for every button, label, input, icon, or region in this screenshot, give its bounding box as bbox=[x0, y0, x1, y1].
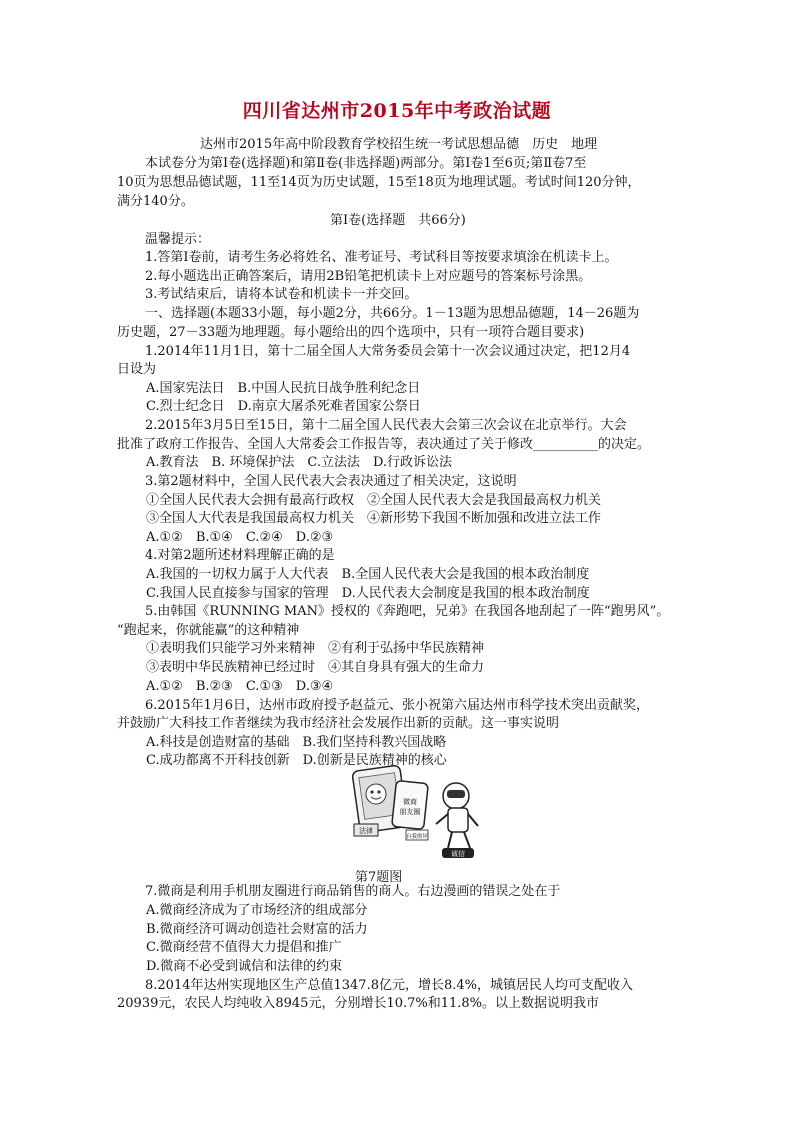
figure-caption: 第7题图 bbox=[355, 870, 403, 885]
moments-label: 朋友圈 bbox=[399, 808, 421, 816]
text-line: 历史题，27－33题为地理题。每小题给出的四个选项中，只有一项符合题目要求) bbox=[117, 325, 585, 340]
law-block bbox=[354, 824, 378, 836]
tag-block bbox=[406, 830, 429, 840]
option-line: ①表明我们只能学习外来精神 ②有利于弘扬中华民族精神 bbox=[146, 641, 485, 656]
text-line: 一、选择题(本题33小题，每小题2分，共66分。1－13题为思想品德题，14－26题为 bbox=[145, 306, 640, 321]
text-line: “跑起来，你就能赢”的这种精神 bbox=[117, 623, 300, 638]
text-line: 20939元，农民人均纯收入8945元，分别增长10.7%和11.8%。以上数据说明我市 bbox=[117, 996, 600, 1011]
text-line: 本试卷分为第Ⅰ卷(选择题)和第Ⅱ卷(非选择题)两部分。第Ⅰ卷1至6页;第Ⅱ卷7至 bbox=[145, 156, 587, 171]
wechat-phone bbox=[392, 780, 429, 829]
question-8: 8.2014年达州实现地区生产总值1347.8亿元，增长8.4%，城镇居民人均可支配收入 bbox=[145, 978, 634, 993]
page-title: 四川省达州市2015年中考政治试题 bbox=[242, 100, 552, 122]
option-line: A.微商经济成为了市场经济的组成部分 bbox=[146, 903, 368, 918]
option-line: ③全国人大代表是我国最高权力机关 ④新形势下我国不断加强和改进立法工作 bbox=[146, 511, 602, 526]
question-3: 3.第2题材料中，全国人民代表大会表决通过了相关决定，这说明 bbox=[145, 474, 517, 489]
text-line: 2.每小题选出正确答案后，请用2B铅笔把机读卡上对应题号的答案标号涂黑。 bbox=[145, 269, 592, 284]
svg-text:自我败坏: 自我败坏 bbox=[405, 834, 429, 840]
option-line: B.微商经济可调动创造社会财富的活力 bbox=[146, 922, 368, 937]
svg-text:诚信: 诚信 bbox=[451, 850, 465, 858]
cartoon-figure bbox=[352, 764, 486, 860]
question-5: 5.由韩国《RUNNING MAN》授权的《奔跑吧，兄弟》在我国各地刮起了一阵“跑男风”。 bbox=[145, 604, 670, 619]
option-line: C.我国人民直接参与国家的管理 D.人民代表大会制度是我国的根本政治制度 bbox=[146, 586, 590, 601]
question-7: 7.微商是利用手机朋友圈进行商品销售的商人。右边漫画的错误之处在于 bbox=[145, 884, 561, 899]
option-line: A.国家宪法日 B.中国人民抗日战争胜利纪念日 bbox=[146, 381, 421, 396]
option-line: C.成功都离不开科技创新 D.创新是民族精神的核心 bbox=[146, 753, 447, 768]
question-2: 2.2015年3月5日至15日，第十二届全国人民代表大会第三次会议在北京举行。大会 bbox=[145, 418, 627, 433]
option-line: A.我国的一切权力属于人大代表 B.全国人民代表大会是我国的根本政治制度 bbox=[146, 567, 590, 582]
text-line: 温馨提示： bbox=[145, 232, 211, 247]
wechat-label: 微商 bbox=[403, 798, 417, 806]
text-line: 3.考试结束后，请将本试卷和机读卡一并交回。 bbox=[145, 287, 418, 302]
subtitle-line: 达州市2015年高中阶段教育学校招生统一考试思想品德 历史 地理 bbox=[200, 137, 598, 152]
svg-text:法律: 法律 bbox=[359, 827, 373, 835]
question-1: 1.2014年11月1日，第十二届全国人大常务委员会第十一次会议通过决定，把12月4 bbox=[145, 344, 631, 359]
section-heading: 第Ⅰ卷(选择题 共66分) bbox=[330, 213, 466, 228]
text-line: 满分140分。 bbox=[117, 194, 194, 209]
option-line: A.科技是创造财富的基础 B.我们坚持科教兴国战略 bbox=[146, 735, 447, 750]
option-line: A.教育法 B. 环境保护法 C.立法法 D.行政诉讼法 bbox=[146, 455, 453, 470]
question-4: 4.对第2题所述材料理解正确的是 bbox=[145, 548, 335, 563]
text-line: 并鼓励广大科技工作者继续为我市经济社会发展作出新的贡献。这一事实说明 bbox=[117, 716, 560, 731]
question-6: 6.2015年1月6日，达州市政府授予赵益元、张小祝第六届达州市科学技术突出贡献奖， bbox=[145, 698, 650, 713]
option-line: C.烈士纪念日 D.南京大屠杀死难者国家公祭日 bbox=[146, 399, 421, 414]
option-line: ③表明中华民族精神已经过时 ④其自身具有强大的生命力 bbox=[146, 660, 485, 675]
text-line: 1.答第Ⅰ卷前，请考生务必将姓名、准考证号、考试科目等按要求填涂在机读卡上。 bbox=[145, 250, 618, 265]
text-line: 10页为思想品德试题，11至14页为历史试题，15至18页为地理试题。考试时间120分钟， bbox=[117, 175, 641, 190]
option-line: ①全国人民代表大会拥有最高行政权 ②全国人民代表大会是我国最高权力机关 bbox=[146, 493, 602, 508]
robot-figure bbox=[436, 783, 478, 858]
text-line: 批准了政府工作报告、全国人大常委会工作报告等，表决通过了关于修改__________的决定。 bbox=[117, 437, 651, 452]
option-line: D.微商不必受到诚信和法律的约束 bbox=[146, 959, 343, 974]
text-line: 日设为 bbox=[117, 362, 157, 377]
option-line: A.①② B.②③ C.①③ D.③④ bbox=[146, 679, 334, 694]
option-line: A.①② B.①④ C.②④ D.②③ bbox=[146, 530, 334, 545]
option-line: C.微商经营不值得大力提倡和推广 bbox=[146, 940, 342, 955]
